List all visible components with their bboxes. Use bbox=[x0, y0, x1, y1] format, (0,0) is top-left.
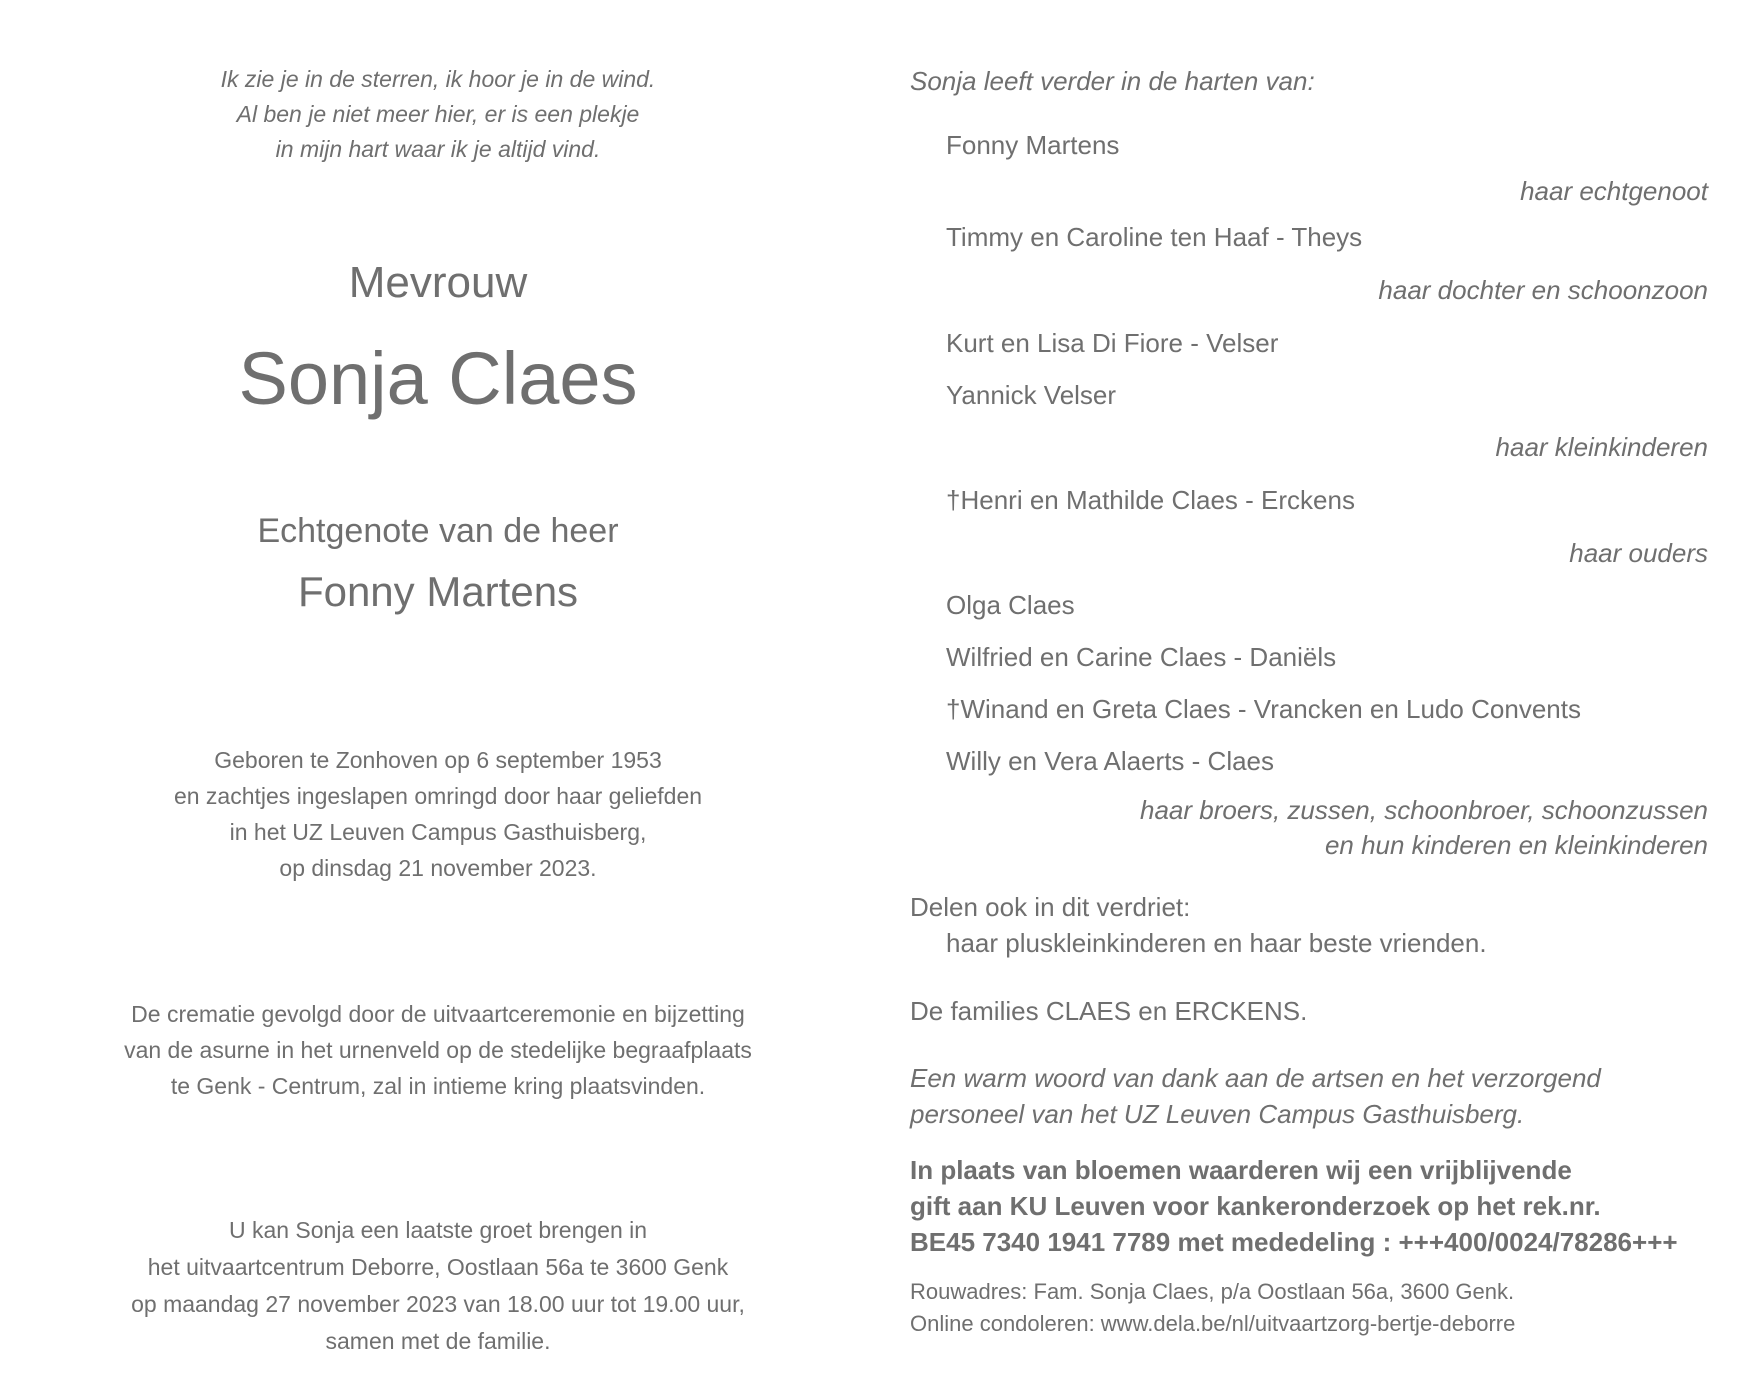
info-line: in het UZ Leuven Campus Gasthuisberg, bbox=[229, 819, 647, 845]
info-line: van de asurne in het urnenveld op de stedelijke begraafplaats bbox=[124, 1037, 752, 1063]
poem bbox=[0, 62, 876, 167]
birth-death-info bbox=[0, 742, 876, 886]
info-line: Geboren te Zonhoven op 6 september 1953 bbox=[214, 747, 662, 773]
info-line: op dinsdag 21 november 2023. bbox=[279, 855, 597, 881]
deceased-name: Sonja Claes bbox=[238, 337, 638, 420]
family-relation: haar dochter en schoonzoon bbox=[1378, 275, 1708, 305]
family-member: †Winand en Greta Claes - Vrancken en Ludo Convents bbox=[946, 694, 1581, 724]
info-line: op maandag 27 november 2023 van 18.00 uur tot 19.00 uur, bbox=[131, 1291, 745, 1317]
family-intro: Sonja leeft verder in de harten van: bbox=[910, 66, 1315, 96]
share-text: haar pluskleinkinderen en haar beste vrienden. bbox=[946, 928, 1487, 958]
info-line: te Genk - Centrum, zal in intieme kring plaatsvinden. bbox=[170, 1073, 706, 1099]
contact-info bbox=[910, 1276, 1515, 1340]
spouse-name: Fonny Martens bbox=[297, 568, 579, 615]
donation-line: BE45 7340 1941 7789 met mededeling : +++400/0024/78286+++ bbox=[910, 1227, 1678, 1257]
family-member: Olga Claes bbox=[946, 590, 1075, 620]
info-line: samen met de familie. bbox=[325, 1328, 551, 1354]
online-condolence-link[interactable]: Online condoleren: www.dela.be/nl/uitvaartzorg-bertje-deborre bbox=[910, 1311, 1516, 1336]
poem-line: Al ben je niet meer hier, er is een plekje bbox=[236, 101, 640, 127]
honorific: Mevrouw bbox=[348, 258, 528, 307]
poem-line: Ik zie je in de sterren, ik hoor je in de wind. bbox=[220, 66, 656, 92]
donation-line: In plaats van bloemen waarderen wij een vrijblijvende bbox=[910, 1155, 1572, 1185]
family-member: Wilfried en Carine Claes - Daniëls bbox=[946, 642, 1337, 672]
family-member: †Henri en Mathilde Claes - Erckens bbox=[946, 485, 1355, 515]
info-line: U kan Sonja een laatste groet brengen in bbox=[228, 1217, 648, 1243]
family-relation: haar ouders bbox=[1569, 538, 1708, 568]
info-line: het uitvaartcentrum Deborre, Oostlaan 56a te 3600 Genk bbox=[147, 1254, 729, 1280]
family-relation: haar broers, zussen, schoonbroer, schoonzussen bbox=[1139, 795, 1708, 825]
cremation-info bbox=[0, 996, 876, 1104]
mourning-address: Rouwadres: Fam. Sonja Claes, p/a Oostlaan 56a, 3600 Genk. bbox=[910, 1279, 1515, 1304]
family-relation: haar kleinkinderen bbox=[1495, 432, 1708, 462]
family-member: Yannick Velser bbox=[946, 380, 1117, 410]
poem-line: in mijn hart waar ik je altijd vind. bbox=[275, 136, 601, 162]
info-line: De crematie gevolgd door de uitvaartceremonie en bijzetting bbox=[131, 1001, 745, 1027]
visitation-info bbox=[0, 1212, 876, 1360]
spouse-intro: Echtgenote van de heer bbox=[257, 512, 619, 550]
donation-note bbox=[910, 1152, 1678, 1260]
family-relation: en hun kinderen en kleinkinderen bbox=[1324, 830, 1708, 860]
family-member: Willy en Vera Alaerts - Claes bbox=[946, 746, 1275, 776]
share-label: Delen ook in dit verdriet: bbox=[910, 892, 1191, 922]
family-member: Fonny Martens bbox=[946, 130, 1120, 160]
info-line: en zachtjes ingeslapen omringd door haar geliefden bbox=[173, 783, 703, 809]
family-relation: haar echtgenoot bbox=[1520, 176, 1708, 206]
thanks-note bbox=[910, 1060, 1601, 1132]
donation-line: gift aan KU Leuven voor kankeronderzoek op het rek.nr. bbox=[910, 1191, 1601, 1221]
thanks-line: Een warm woord van dank aan de artsen en het verzorgend bbox=[910, 1063, 1601, 1093]
thanks-line: personeel van het UZ Leuven Campus Gasthuisberg. bbox=[910, 1099, 1525, 1129]
family-member: Kurt en Lisa Di Fiore - Velser bbox=[946, 328, 1279, 358]
families-signature: De families CLAES en ERCKENS. bbox=[910, 996, 1308, 1026]
family-member: Timmy en Caroline ten Haaf - Theys bbox=[946, 222, 1363, 252]
